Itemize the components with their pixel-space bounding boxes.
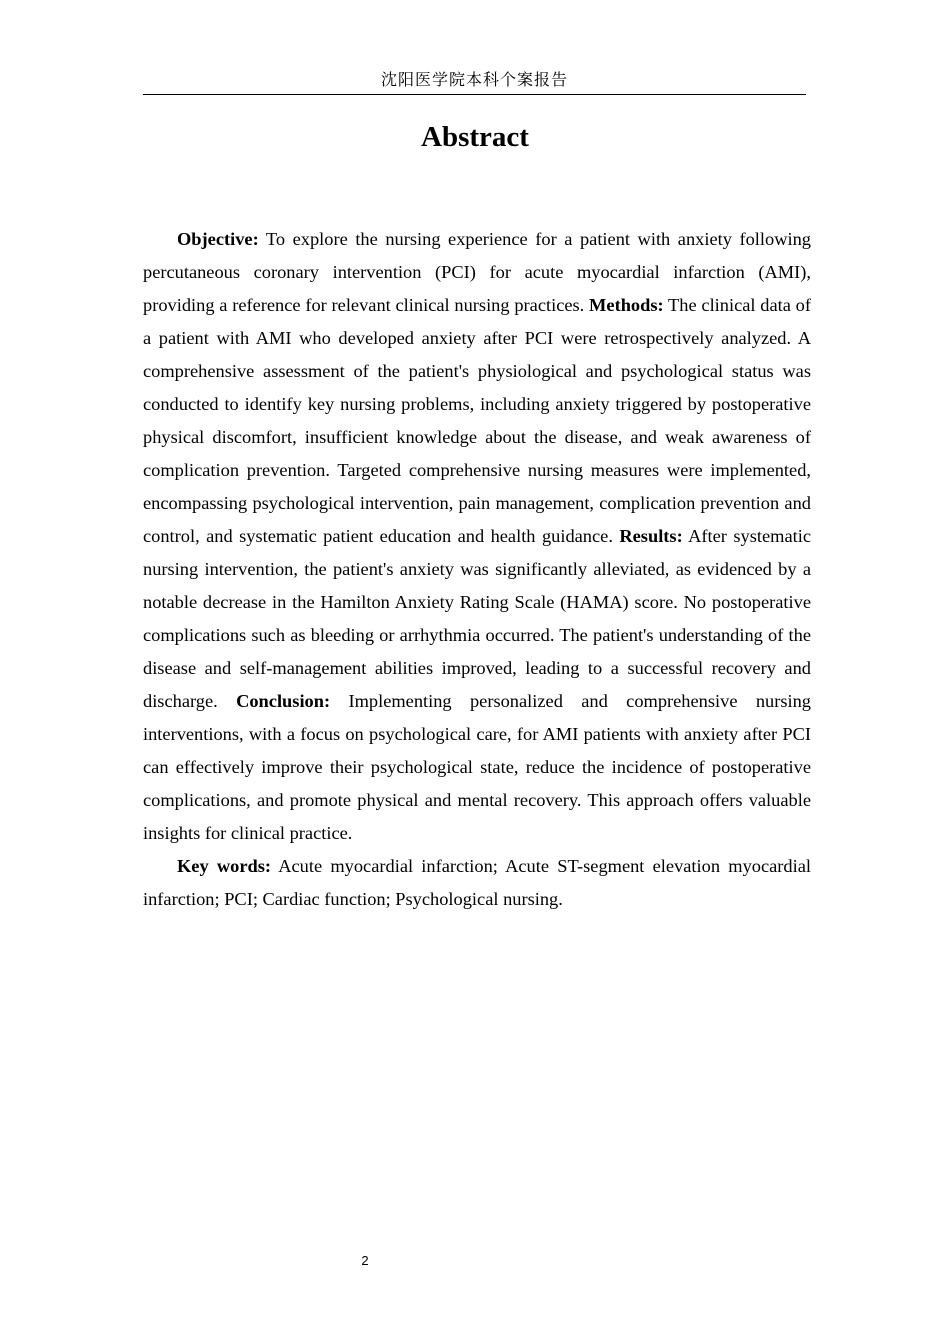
page-header xyxy=(143,66,806,95)
methods-label: Methods: xyxy=(589,295,664,315)
methods-text: The clinical data of a patient with AMI who developed anxiety after PCI were retrospectively analyzed. A comprehensive assessment of the patient's physiological and psychological status was conducted to identify key nursing problems, including anxiety triggered by postoperative physical discomfort, insufficient knowledge about the disease, and weak awareness of complication prevention. Targeted comprehensive nursing measures were implemented, encompassing psychological intervention, pain management, complication prevention and control, and systematic patient education and health guidance. xyxy=(143,295,811,546)
keywords-label: Key words: xyxy=(177,856,272,876)
page-number: 2 xyxy=(361,1253,369,1268)
keywords-text: Acute myocardial infarction; Acute ST-segment elevation myocardial infarction; PCI; Cardiac function; Psychological nursing. xyxy=(143,856,811,909)
results-label: Results: xyxy=(619,526,683,546)
conclusion-text: Implementing personalized and comprehensive nursing interventions, with a focus on psychological care, for AMI patients with anxiety after PCI can effectively improve their psychological state, reduce the incidence of postoperative complications, and promote physical and mental recovery. This approach offers valuable insights for clinical practice. xyxy=(143,691,811,843)
header-text: 沈阳医学院本科个案报告 xyxy=(380,70,568,89)
conclusion-label: Conclusion: xyxy=(236,691,331,711)
objective-text: To explore the nursing experience for a patient with anxiety following percutaneous coronary intervention (PCI) for acute myocardial infarction (AMI), providing a reference for relevant clinical nursing practices. xyxy=(143,229,811,315)
objective-label: Objective: xyxy=(177,229,259,249)
keywords-paragraph xyxy=(143,850,811,916)
page-title: Abstract xyxy=(421,121,529,153)
abstract-body xyxy=(143,223,811,916)
results-text: After systematic nursing intervention, the patient's anxiety was significantly alleviated, as evidenced by a notable decrease in the Hamilton Anxiety Rating Scale (HAMA) score. No postoperative complications such as bleeding or arrhythmia occurred. The patient's understanding of the disease and self-management abilities improved, leading to a successful recovery and discharge. xyxy=(143,526,811,711)
abstract-paragraph xyxy=(143,223,811,850)
